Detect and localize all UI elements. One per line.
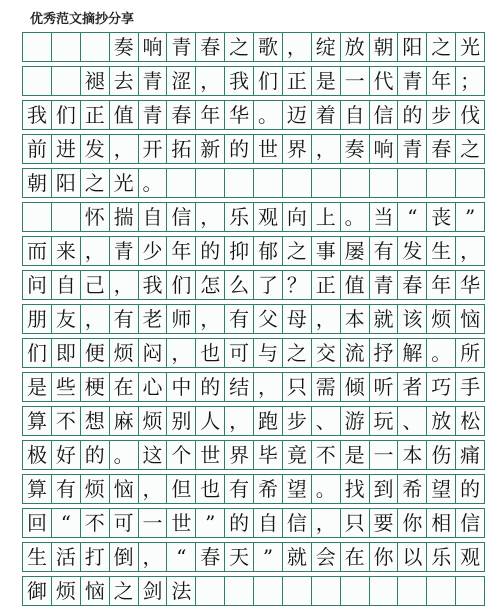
grid-cell: 我 [22, 100, 52, 130]
grid-cell: 天 [224, 542, 254, 572]
grid-cell: 抑 [224, 236, 254, 266]
grid-cell [369, 168, 399, 198]
grid-cell: 所 [455, 338, 485, 368]
grid-cell: 该 [397, 304, 427, 334]
grid-cell: 。 [138, 168, 168, 198]
grid-row [22, 168, 500, 198]
grid-cell: 不 [51, 406, 81, 436]
grid-cell: ， [195, 202, 225, 232]
grid-cell: 的 [80, 440, 110, 470]
grid-cell: 步 [426, 100, 456, 130]
grid-cell: 打 [80, 542, 110, 572]
grid-cell: 以 [397, 542, 427, 572]
grid-cell: 。 [311, 474, 341, 504]
grid-cell: ， [195, 304, 225, 334]
grid-cell: 界 [224, 440, 254, 470]
grid-cell: 么 [224, 270, 254, 300]
grid-row [22, 134, 500, 164]
grid-cell: 乐 [426, 542, 456, 572]
grid-cell: 有 [369, 236, 399, 266]
grid-cell: 麻 [109, 406, 139, 436]
grid-cell [282, 168, 312, 198]
grid-cell: 只 [340, 508, 370, 538]
grid-cell: 响 [369, 134, 399, 164]
grid-row [22, 338, 500, 368]
grid-cell: 歌 [253, 32, 283, 62]
grid-cell: 需 [311, 372, 341, 402]
grid-cell: 青 [138, 66, 168, 96]
grid-cell: 个 [166, 440, 196, 470]
grid-cell: “ [51, 508, 81, 538]
grid-cell [369, 576, 399, 606]
grid-cell: 到 [369, 474, 399, 504]
grid-cell: 阳 [51, 168, 81, 198]
grid-cell: 之 [224, 32, 254, 62]
grid-cell [340, 576, 370, 606]
grid-cell: 倾 [340, 372, 370, 402]
grid-cell: 光 [455, 32, 485, 62]
grid-cell: 涩 [166, 66, 196, 96]
grid-cell: 奏 [340, 134, 370, 164]
grid-cell [311, 168, 341, 198]
grid-cell [80, 32, 110, 62]
grid-cell: 本 [340, 304, 370, 334]
grid-cell: 之 [426, 32, 456, 62]
grid-cell: 想 [80, 406, 110, 436]
grid-cell: 怀 [80, 202, 110, 232]
grid-cell: 师 [166, 304, 196, 334]
grid-cell [224, 576, 254, 606]
grid-cell [22, 202, 52, 232]
grid-cell: 在 [340, 542, 370, 572]
grid-cell: 正 [282, 66, 312, 96]
grid-cell: 是 [22, 372, 52, 402]
grid-cell: 的 [195, 236, 225, 266]
grid-cell: ， [166, 338, 196, 368]
grid-cell: 流 [340, 338, 370, 368]
grid-cell: 极 [22, 440, 52, 470]
grid-cell [224, 168, 254, 198]
grid-cell: 。 [340, 202, 370, 232]
grid-cell: 法 [166, 576, 196, 606]
grid-cell: ， [80, 304, 110, 334]
grid-cell [195, 576, 225, 606]
grid-cell: 会 [311, 542, 341, 572]
grid-row [22, 66, 500, 96]
grid-cell: 朋 [22, 304, 52, 334]
grid-cell: 生 [22, 542, 52, 572]
grid-cell: 青 [369, 270, 399, 300]
grid-cell: ” [455, 202, 485, 232]
grid-cell: 友 [51, 304, 81, 334]
grid-row [22, 372, 500, 402]
grid-cell: 我 [138, 270, 168, 300]
grid-cell: “ [397, 202, 427, 232]
grid-cell: 观 [455, 542, 485, 572]
grid-cell: 们 [22, 338, 52, 368]
grid-cell: 你 [397, 508, 427, 538]
grid-cell: 听 [369, 372, 399, 402]
grid-cell [311, 576, 341, 606]
grid-row [22, 236, 500, 266]
grid-cell: 的 [397, 100, 427, 130]
grid-cell: ； [455, 66, 485, 96]
grid-cell: 之 [109, 576, 139, 606]
grid-cell: 新 [195, 134, 225, 164]
grid-cell: 值 [109, 100, 139, 130]
grid-cell: 前 [22, 134, 52, 164]
grid-cell: 。 [253, 100, 283, 130]
grid-cell: 代 [369, 66, 399, 96]
grid-cell [426, 576, 456, 606]
grid-cell [51, 66, 81, 96]
grid-cell: 母 [282, 304, 312, 334]
grid-cell: ” [195, 508, 225, 538]
grid-cell: 华 [224, 100, 254, 130]
grid-cell: 们 [51, 100, 81, 130]
grid-cell: 有 [224, 304, 254, 334]
grid-cell: 观 [253, 202, 283, 232]
grid-cell: 算 [22, 474, 52, 504]
grid-cell: 春 [426, 134, 456, 164]
grid-cell [51, 202, 81, 232]
grid-cell: 交 [311, 338, 341, 368]
grid-cell: 奏 [109, 32, 139, 62]
grid-cell: 是 [340, 440, 370, 470]
grid-cell: 年 [195, 100, 225, 130]
grid-cell: 褪 [80, 66, 110, 96]
grid-cell: 好 [51, 440, 81, 470]
grid-cell: 值 [340, 270, 370, 300]
grid-cell: 屡 [340, 236, 370, 266]
grid-cell: “ [166, 542, 196, 572]
grid-cell: 玩 [369, 406, 399, 436]
grid-cell: 解 [397, 338, 427, 368]
grid-cell: 春 [195, 542, 225, 572]
grid-cell: 可 [224, 338, 254, 368]
grid-cell [397, 576, 427, 606]
grid-cell: 毕 [253, 440, 283, 470]
grid-cell: 来 [51, 236, 81, 266]
grid-row [22, 32, 500, 62]
grid-cell: 一 [369, 440, 399, 470]
composition-grid-paper [22, 32, 500, 603]
grid-cell: 但 [166, 474, 196, 504]
grid-cell: 本 [397, 440, 427, 470]
grid-cell: 伐 [455, 100, 485, 130]
grid-cell: 。 [109, 440, 139, 470]
grid-cell: 步 [282, 406, 312, 436]
grid-cell: 中 [166, 372, 196, 402]
grid-cell: 青 [109, 236, 139, 266]
grid-cell: 春 [195, 32, 225, 62]
grid-cell [426, 168, 456, 198]
grid-cell: 相 [426, 508, 456, 538]
grid-cell [166, 168, 196, 198]
grid-cell: 当 [369, 202, 399, 232]
grid-cell: 春 [397, 270, 427, 300]
grid-cell: 。 [426, 338, 456, 368]
grid-cell: 着 [311, 100, 341, 130]
grid-cell: 松 [455, 406, 485, 436]
grid-cell: 烦 [51, 576, 81, 606]
grid-row [22, 304, 500, 334]
grid-cell: 朝 [369, 32, 399, 62]
grid-cell [195, 168, 225, 198]
grid-row [22, 474, 500, 504]
grid-cell: 之 [282, 236, 312, 266]
grid-cell: 这 [138, 440, 168, 470]
grid-cell: 人 [195, 406, 225, 436]
grid-cell: 之 [80, 168, 110, 198]
grid-cell: 青 [397, 134, 427, 164]
grid-cell: 找 [340, 474, 370, 504]
grid-cell: ， [109, 134, 139, 164]
grid-cell: 不 [80, 508, 110, 538]
grid-cell: 心 [138, 372, 168, 402]
grid-cell: 的 [224, 134, 254, 164]
grid-cell: 丧 [426, 202, 456, 232]
grid-cell: 自 [51, 270, 81, 300]
grid-row [22, 542, 500, 572]
grid-cell: 们 [253, 66, 283, 96]
grid-cell [22, 32, 52, 62]
grid-cell: 烦 [80, 474, 110, 504]
grid-cell: 闷 [138, 338, 168, 368]
grid-row [22, 202, 500, 232]
grid-cell: 恼 [455, 304, 485, 334]
grid-cell: 一 [138, 508, 168, 538]
grid-cell: 望 [426, 474, 456, 504]
grid-cell: 上 [311, 202, 341, 232]
grid-cell [22, 66, 52, 96]
grid-cell: 老 [138, 304, 168, 334]
grid-cell: 信 [166, 202, 196, 232]
grid-cell: 、 [397, 406, 427, 436]
grid-cell [340, 168, 370, 198]
grid-cell: 可 [109, 508, 139, 538]
grid-cell: 绽 [311, 32, 341, 62]
grid-cell: 了 [253, 270, 283, 300]
grid-cell: 有 [109, 304, 139, 334]
grid-cell: 痛 [455, 440, 485, 470]
grid-cell: 自 [253, 508, 283, 538]
grid-cell: 朝 [22, 168, 52, 198]
grid-row [22, 440, 500, 470]
grid-cell: 伤 [426, 440, 456, 470]
grid-cell: 恼 [109, 474, 139, 504]
grid-cell: 开 [138, 134, 168, 164]
grid-cell: 手 [455, 372, 485, 402]
grid-cell [51, 32, 81, 62]
grid-cell: 有 [224, 474, 254, 504]
grid-row [22, 508, 500, 538]
grid-cell: 放 [426, 406, 456, 436]
grid-cell [282, 576, 312, 606]
grid-cell: 活 [51, 542, 81, 572]
grid-cell: 烦 [109, 338, 139, 368]
grid-cell: 青 [397, 66, 427, 96]
grid-cell: ， [138, 474, 168, 504]
grid-cell [253, 576, 283, 606]
grid-row [22, 100, 500, 130]
grid-cell: 也 [195, 338, 225, 368]
grid-cell: 者 [397, 372, 427, 402]
grid-cell: 年 [426, 270, 456, 300]
grid-cell: 信 [455, 508, 485, 538]
grid-cell: 、 [311, 406, 341, 436]
grid-cell: 之 [282, 338, 312, 368]
grid-cell: 我 [224, 66, 254, 96]
grid-cell: 信 [369, 100, 399, 130]
grid-cell: 揣 [109, 202, 139, 232]
grid-cell: 年 [426, 66, 456, 96]
grid-cell: 算 [22, 406, 52, 436]
grid-cell: 梗 [80, 372, 110, 402]
grid-cell: 竟 [282, 440, 312, 470]
grid-cell: 也 [195, 474, 225, 504]
grid-cell [455, 168, 485, 198]
grid-cell: ？ [282, 270, 312, 300]
grid-cell: 信 [282, 508, 312, 538]
grid-cell: 不 [311, 440, 341, 470]
grid-cell: 问 [22, 270, 52, 300]
grid-cell: 正 [311, 270, 341, 300]
grid-cell: ， [80, 236, 110, 266]
grid-cell: 游 [340, 406, 370, 436]
grid-cell: 望 [282, 474, 312, 504]
grid-cell: 希 [253, 474, 283, 504]
grid-cell: ， [224, 406, 254, 436]
grid-cell: 些 [51, 372, 81, 402]
grid-cell: 少 [138, 236, 168, 266]
grid-cell: ， [138, 542, 168, 572]
grid-cell: 便 [80, 338, 110, 368]
grid-cell: 即 [51, 338, 81, 368]
grid-cell: 一 [340, 66, 370, 96]
grid-cell: 倒 [109, 542, 139, 572]
grid-cell: 有 [51, 474, 81, 504]
grid-cell: 乐 [224, 202, 254, 232]
grid-cell: 别 [166, 406, 196, 436]
grid-cell: 希 [397, 474, 427, 504]
grid-cell [455, 576, 485, 606]
grid-cell: 自 [138, 202, 168, 232]
grid-cell: 春 [166, 100, 196, 130]
grid-cell: 事 [311, 236, 341, 266]
grid-cell: 生 [426, 236, 456, 266]
grid-row [22, 576, 500, 606]
grid-cell: 世 [253, 134, 283, 164]
grid-cell: 界 [282, 134, 312, 164]
grid-cell: 只 [282, 372, 312, 402]
grid-cell: ， [109, 270, 139, 300]
grid-cell: 怎 [195, 270, 225, 300]
grid-cell: 光 [109, 168, 139, 198]
grid-cell: 自 [340, 100, 370, 130]
grid-cell: 父 [253, 304, 283, 334]
grid-cell: 正 [80, 100, 110, 130]
grid-cell: 与 [253, 338, 283, 368]
page-header-title: 优秀范文摘抄分享 [30, 12, 135, 27]
grid-cell: 世 [166, 508, 196, 538]
grid-cell: 青 [166, 32, 196, 62]
grid-cell: 巧 [426, 372, 456, 402]
grid-cell [253, 168, 283, 198]
grid-cell: 青 [138, 100, 168, 130]
grid-cell: 向 [282, 202, 312, 232]
grid-cell: 就 [369, 304, 399, 334]
grid-cell: 阳 [397, 32, 427, 62]
grid-cell: 烦 [138, 406, 168, 436]
grid-cell: 放 [340, 32, 370, 62]
grid-cell: 的 [224, 508, 254, 538]
grid-cell: 要 [369, 508, 399, 538]
grid-cell: 去 [109, 66, 139, 96]
grid-cell: 结 [224, 372, 254, 402]
grid-cell: 抒 [369, 338, 399, 368]
grid-cell: 回 [22, 508, 52, 538]
grid-cell: ” [253, 542, 283, 572]
grid-cell: 们 [166, 270, 196, 300]
grid-cell: 而 [22, 236, 52, 266]
grid-cell: ， [311, 304, 341, 334]
grid-cell [397, 168, 427, 198]
grid-cell: 烦 [426, 304, 456, 334]
grid-cell: 迈 [282, 100, 312, 130]
grid-cell: 己 [80, 270, 110, 300]
grid-cell: 响 [138, 32, 168, 62]
grid-cell: ， [253, 372, 283, 402]
grid-cell: 郁 [253, 236, 283, 266]
grid-row [22, 270, 500, 300]
grid-row [22, 406, 500, 436]
grid-cell: 世 [195, 440, 225, 470]
grid-cell: 的 [455, 474, 485, 504]
grid-cell: 华 [455, 270, 485, 300]
grid-cell: 恼 [80, 576, 110, 606]
grid-cell: ， [311, 508, 341, 538]
grid-cell: 剑 [138, 576, 168, 606]
grid-cell: 是 [311, 66, 341, 96]
grid-cell: 在 [109, 372, 139, 402]
grid-cell: 你 [369, 542, 399, 572]
grid-cell: 进 [51, 134, 81, 164]
grid-cell: ， [282, 32, 312, 62]
grid-cell: 之 [455, 134, 485, 164]
grid-cell: ， [195, 66, 225, 96]
grid-cell: 发 [80, 134, 110, 164]
grid-cell: 就 [282, 542, 312, 572]
grid-cell: 年 [166, 236, 196, 266]
grid-cell: ， [455, 236, 485, 266]
grid-cell: 跑 [253, 406, 283, 436]
grid-cell: 的 [195, 372, 225, 402]
grid-cell: 拓 [166, 134, 196, 164]
grid-cell: 御 [22, 576, 52, 606]
grid-cell: 发 [397, 236, 427, 266]
grid-cell: ， [311, 134, 341, 164]
